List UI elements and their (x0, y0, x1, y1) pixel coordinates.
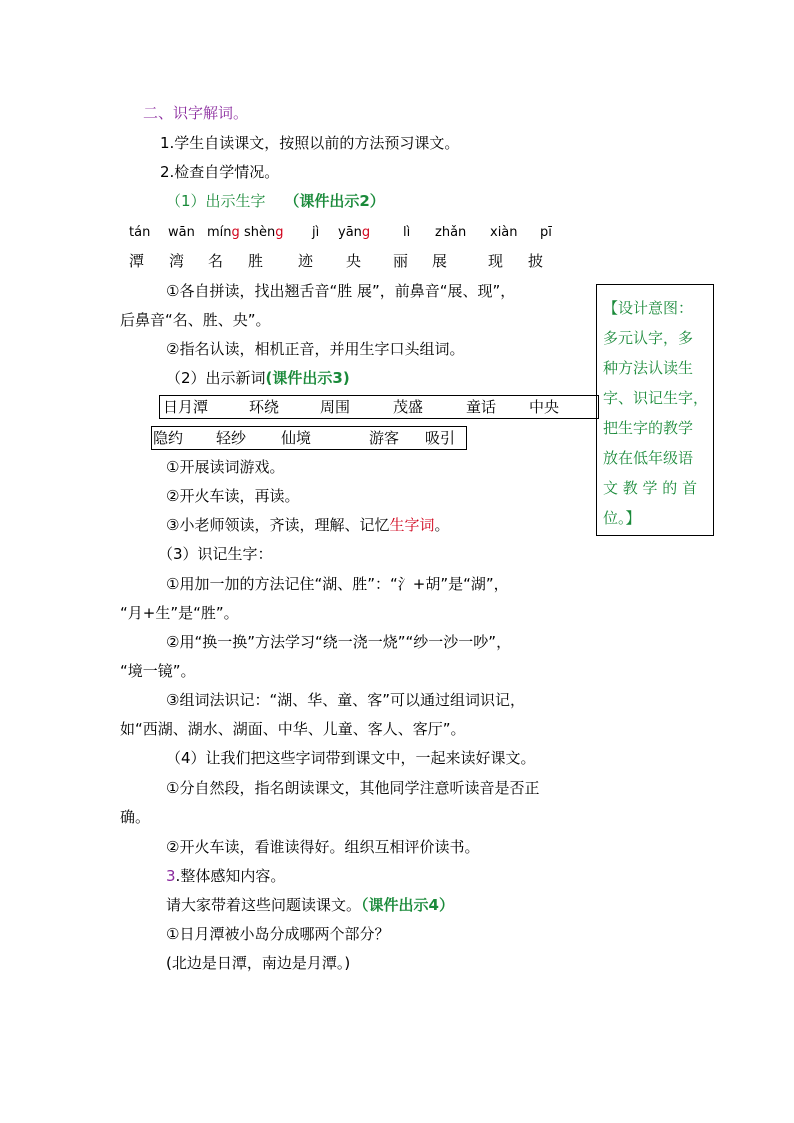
paragraph: ②开火车读，再读。 (166, 487, 300, 505)
pinyin-item: xiàn (490, 225, 518, 240)
step-1: 1.学生自读课文，按照以前的方法预习课文。 (160, 134, 460, 152)
show-characters-label: （1）出示生字 (166, 192, 266, 210)
courseware-ref-3: (课件出示3) (265, 369, 350, 387)
note-line: 放在低年级语 (603, 449, 694, 467)
paragraph: ②用“换一换”方法学习“绕一浇一烧”“纱一沙一吵”， (166, 633, 512, 651)
design-intent-note (596, 284, 714, 536)
paragraph: “境一镜”。 (120, 662, 196, 680)
paragraph: ③组词法识记：“湖、华、童、客”可以通过组词识记， (166, 691, 525, 709)
paragraph: ①分自然段，指名朗读课文，其他同学注意听读音是否正 (166, 779, 540, 797)
show-words-label: （2）出示新词 (166, 369, 266, 387)
pinyin-item: zhǎn (435, 225, 467, 240)
paragraph: （3）识记生字： (158, 545, 273, 563)
show-words-heading (166, 368, 350, 388)
word: 童话 (466, 398, 497, 416)
pinyin-item: wān (168, 225, 195, 240)
paragraph (166, 515, 449, 535)
paragraph: ②开火车读，看谁读得好。组织互相评价读书。 (166, 838, 480, 856)
pinyin-item: tán (129, 225, 151, 240)
paragraph: 确。 (120, 808, 151, 826)
paragraph: （4）让我们把这些字词带到课文中，一起来读好课文。 (166, 749, 536, 767)
word: 游客 (369, 429, 400, 447)
paragraph: ②指名认读，相机正音，并用生字口头组词。 (166, 340, 465, 358)
note-line: 种方法认读生 (603, 359, 694, 377)
character: 潭 (129, 252, 145, 270)
word: 环绕 (249, 398, 280, 416)
highlight-text: 生字词 (389, 516, 435, 534)
paragraph: ①日月潭被小岛分成哪两个部分？ (166, 925, 390, 943)
paragraph: ①各自拼读，找出翘舌音“胜 展”，前鼻音“展、现”， (166, 282, 516, 300)
pinyin-item: yāng (338, 225, 371, 240)
text: 。 (434, 516, 450, 534)
paragraph: ①开展读词游戏。 (166, 458, 285, 476)
paragraph: 后鼻音“名、胜、央”。 (120, 311, 271, 329)
note-line: 字、识记生字， (603, 389, 709, 407)
word: 茂盛 (393, 398, 424, 416)
word: 中央 (529, 398, 560, 416)
paragraph: (北边是日潭，南边是月潭。) (166, 954, 351, 972)
pinyin-item: jì (312, 225, 320, 240)
pinyin-item: lì (403, 225, 411, 240)
paragraph: ①用加一加的方法记住“湖、胜”：“氵+胡”是“湖”， (166, 575, 509, 593)
note-line: 位。】 (603, 509, 641, 527)
text: 请大家带着这些问题读课文。 (166, 896, 362, 914)
paragraph: “月+生”是“胜”。 (120, 604, 239, 622)
word: 吸引 (425, 429, 456, 447)
character: 名 (208, 252, 224, 270)
pinyin-item: shèng (244, 225, 284, 240)
character: 展 (432, 252, 448, 270)
step-2: 2.检查自学情况。 (160, 163, 280, 181)
word: 周围 (320, 398, 351, 416)
text: .整体感知内容。 (175, 867, 286, 885)
show-characters-heading (166, 191, 385, 211)
character: 迹 (298, 252, 314, 270)
word: 轻纱 (216, 429, 247, 447)
step-3 (166, 866, 285, 886)
pinyin-item: pī (540, 225, 552, 240)
step-number: 3 (166, 867, 176, 885)
character: 丽 (393, 252, 409, 270)
text: ③小老师领读，齐读，理解、记忆 (166, 516, 390, 534)
paragraph: 如“西湖、湖水、湖面、中华、儿童、客人、客厅”。 (120, 720, 466, 738)
note-line: 把生字的教学 (603, 419, 694, 437)
character: 央 (346, 252, 362, 270)
word: 仙境 (281, 429, 312, 447)
character: 现 (488, 252, 504, 270)
note-line: 文 教 学 的 首 (603, 479, 698, 497)
note-line: 【设计意图： (603, 299, 694, 317)
character: 披 (528, 252, 544, 270)
character: 湾 (169, 252, 185, 270)
paragraph (166, 895, 454, 915)
section-title: 二、识字解词。 (143, 104, 249, 122)
word: 日月潭 (163, 398, 209, 416)
character: 胜 (248, 252, 264, 270)
word: 隐约 (153, 429, 184, 447)
courseware-ref-2: （课件出示2） (284, 192, 385, 210)
note-line: 多元认字，多 (603, 329, 694, 347)
courseware-ref-4: （课件出示4） (361, 896, 454, 914)
pinyin-item: míng (207, 225, 240, 240)
